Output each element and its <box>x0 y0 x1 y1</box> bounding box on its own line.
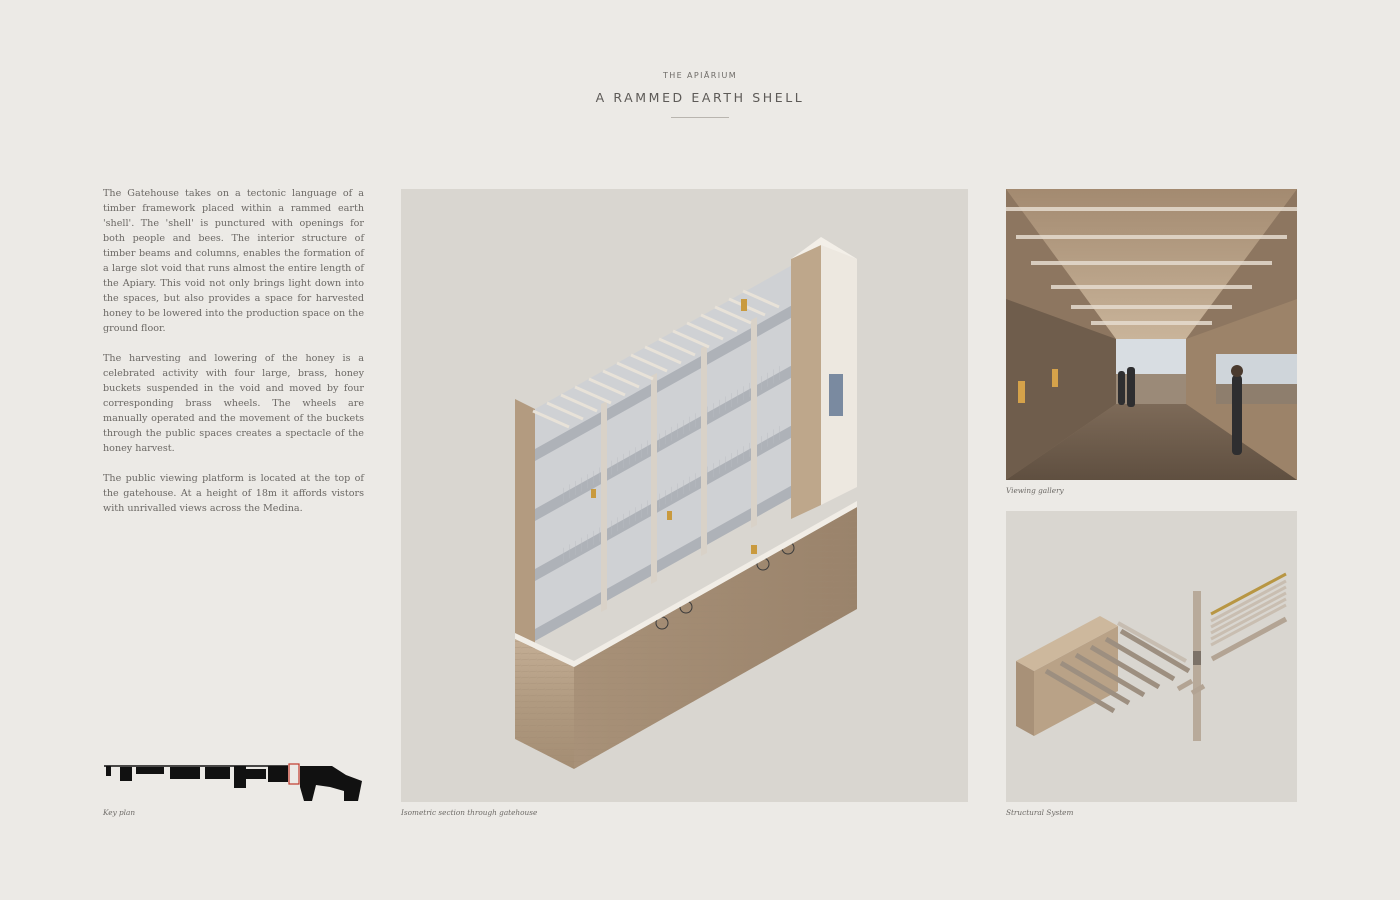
isometric-section-image <box>401 189 968 802</box>
paragraph-1: The Gatehouse takes on a tectonic language of a timber framework placed within a rammed earth 'shell'. The 'shell' is punctured with openings for both people and bees. The interior structure of timber beams and columns, enables the formation of a large slot void that runs almost the entire length of the Apiary. This void not only brings light down into the spaces, but also provides a space for harvested honey to be lowered into the production space on the ground floor. <box>103 188 364 334</box>
description-text <box>103 186 364 531</box>
header-kicker: THE APIĀRIUM <box>662 71 738 80</box>
gallery-caption: Viewing gallery <box>1006 486 1064 495</box>
paragraph-3: The public viewing platform is located at the top of the gatehouse. At a height of 18m it affords vistors with unrivalled views across the Medina. <box>103 473 364 514</box>
paragraph-2: The harvesting and lowering of the honey is a celebrated activity with four large, brass, honey buckets suspended in the void and moved by four corresponding brass wheels. The wheels are manually operated and the movement of the buckets through the public spaces creates a spectacle of the honey harvest. <box>103 353 364 454</box>
key-plan-caption: Key plan <box>103 808 136 817</box>
key-plan-drawing <box>100 757 366 803</box>
isometric-caption: Isometric section through gatehouse <box>401 808 538 817</box>
viewing-gallery-image <box>1006 189 1297 480</box>
page-title: A RAMMED EARTH SHELL <box>595 90 805 105</box>
title-divider <box>671 117 729 118</box>
structural-system-image <box>1006 511 1297 802</box>
structural-caption: Structural System <box>1006 808 1074 817</box>
